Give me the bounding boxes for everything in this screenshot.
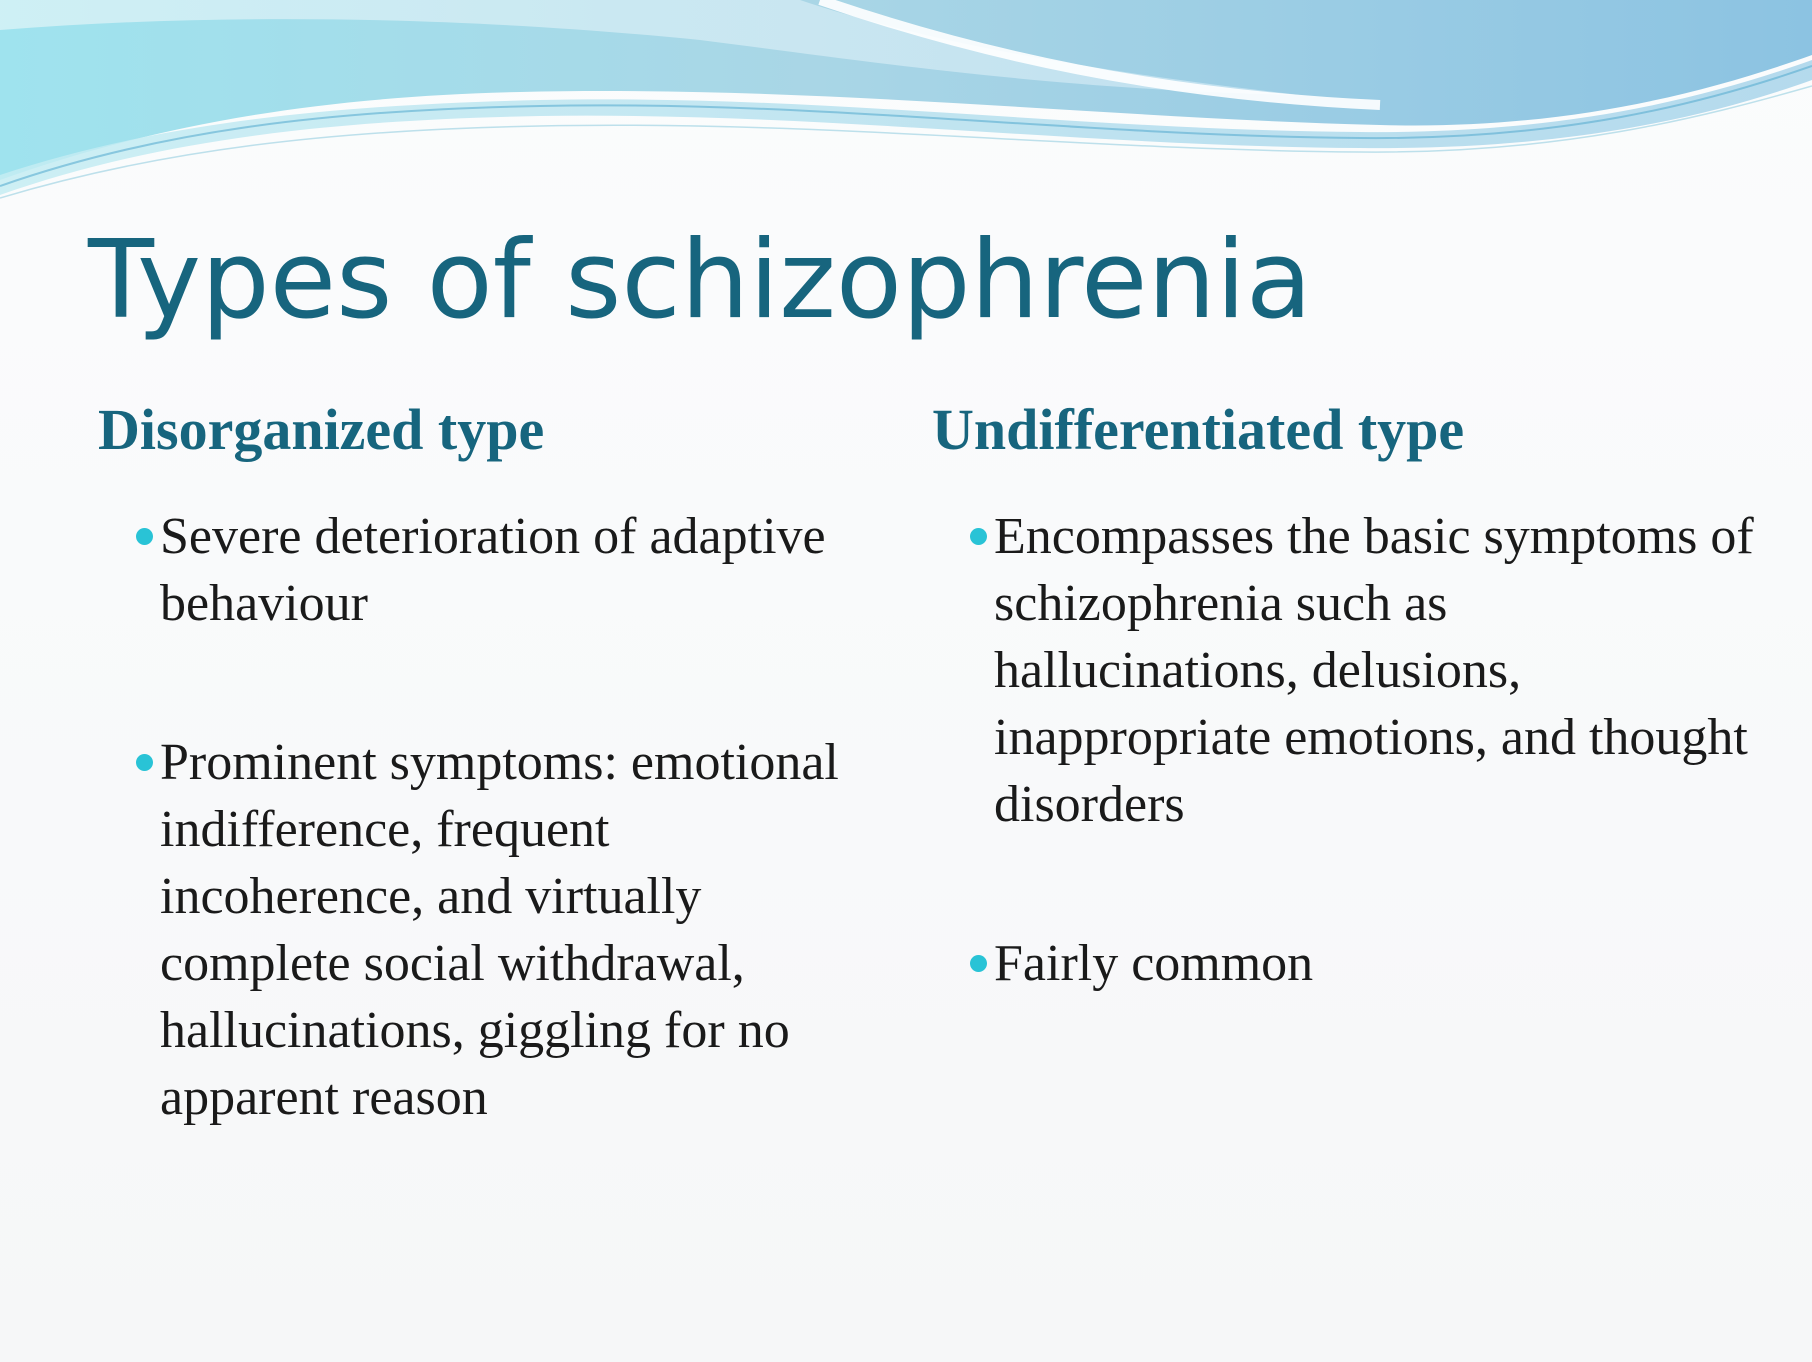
column-undifferentiated	[932, 395, 1752, 997]
bullet-text: Severe deterioration of adaptive behaviour	[160, 507, 826, 632]
column-heading: Undifferentiated type	[932, 397, 1465, 462]
list-item	[932, 503, 1754, 838]
bullet-text: Encompasses the basic symptoms of schizophrenia such as hallucinations, delusions, inappropriate emotions, and thought disorders	[994, 507, 1754, 833]
bullet-dot-icon	[136, 754, 153, 771]
bullet-dot-icon	[970, 528, 987, 545]
bullet-dot-icon	[136, 528, 153, 545]
list-item	[932, 930, 1754, 997]
bullet-text: Fairly common	[994, 934, 1314, 992]
bullet-list	[932, 503, 1752, 997]
list-item	[98, 729, 860, 1131]
bullet-dot-icon	[970, 955, 987, 972]
bullet-list	[98, 503, 858, 1131]
wave-decoration-icon	[0, 0, 1812, 230]
slide-title: Types of schizophrenia	[88, 218, 1313, 343]
list-item	[98, 503, 860, 637]
column-heading: Disorganized type	[98, 397, 545, 462]
bullet-text: Prominent symptoms: emotional indifference, frequent incoherence, and virtually complete social withdrawal, hallucinations, giggling for no apparent reason	[160, 733, 839, 1126]
column-disorganized	[98, 395, 858, 1131]
